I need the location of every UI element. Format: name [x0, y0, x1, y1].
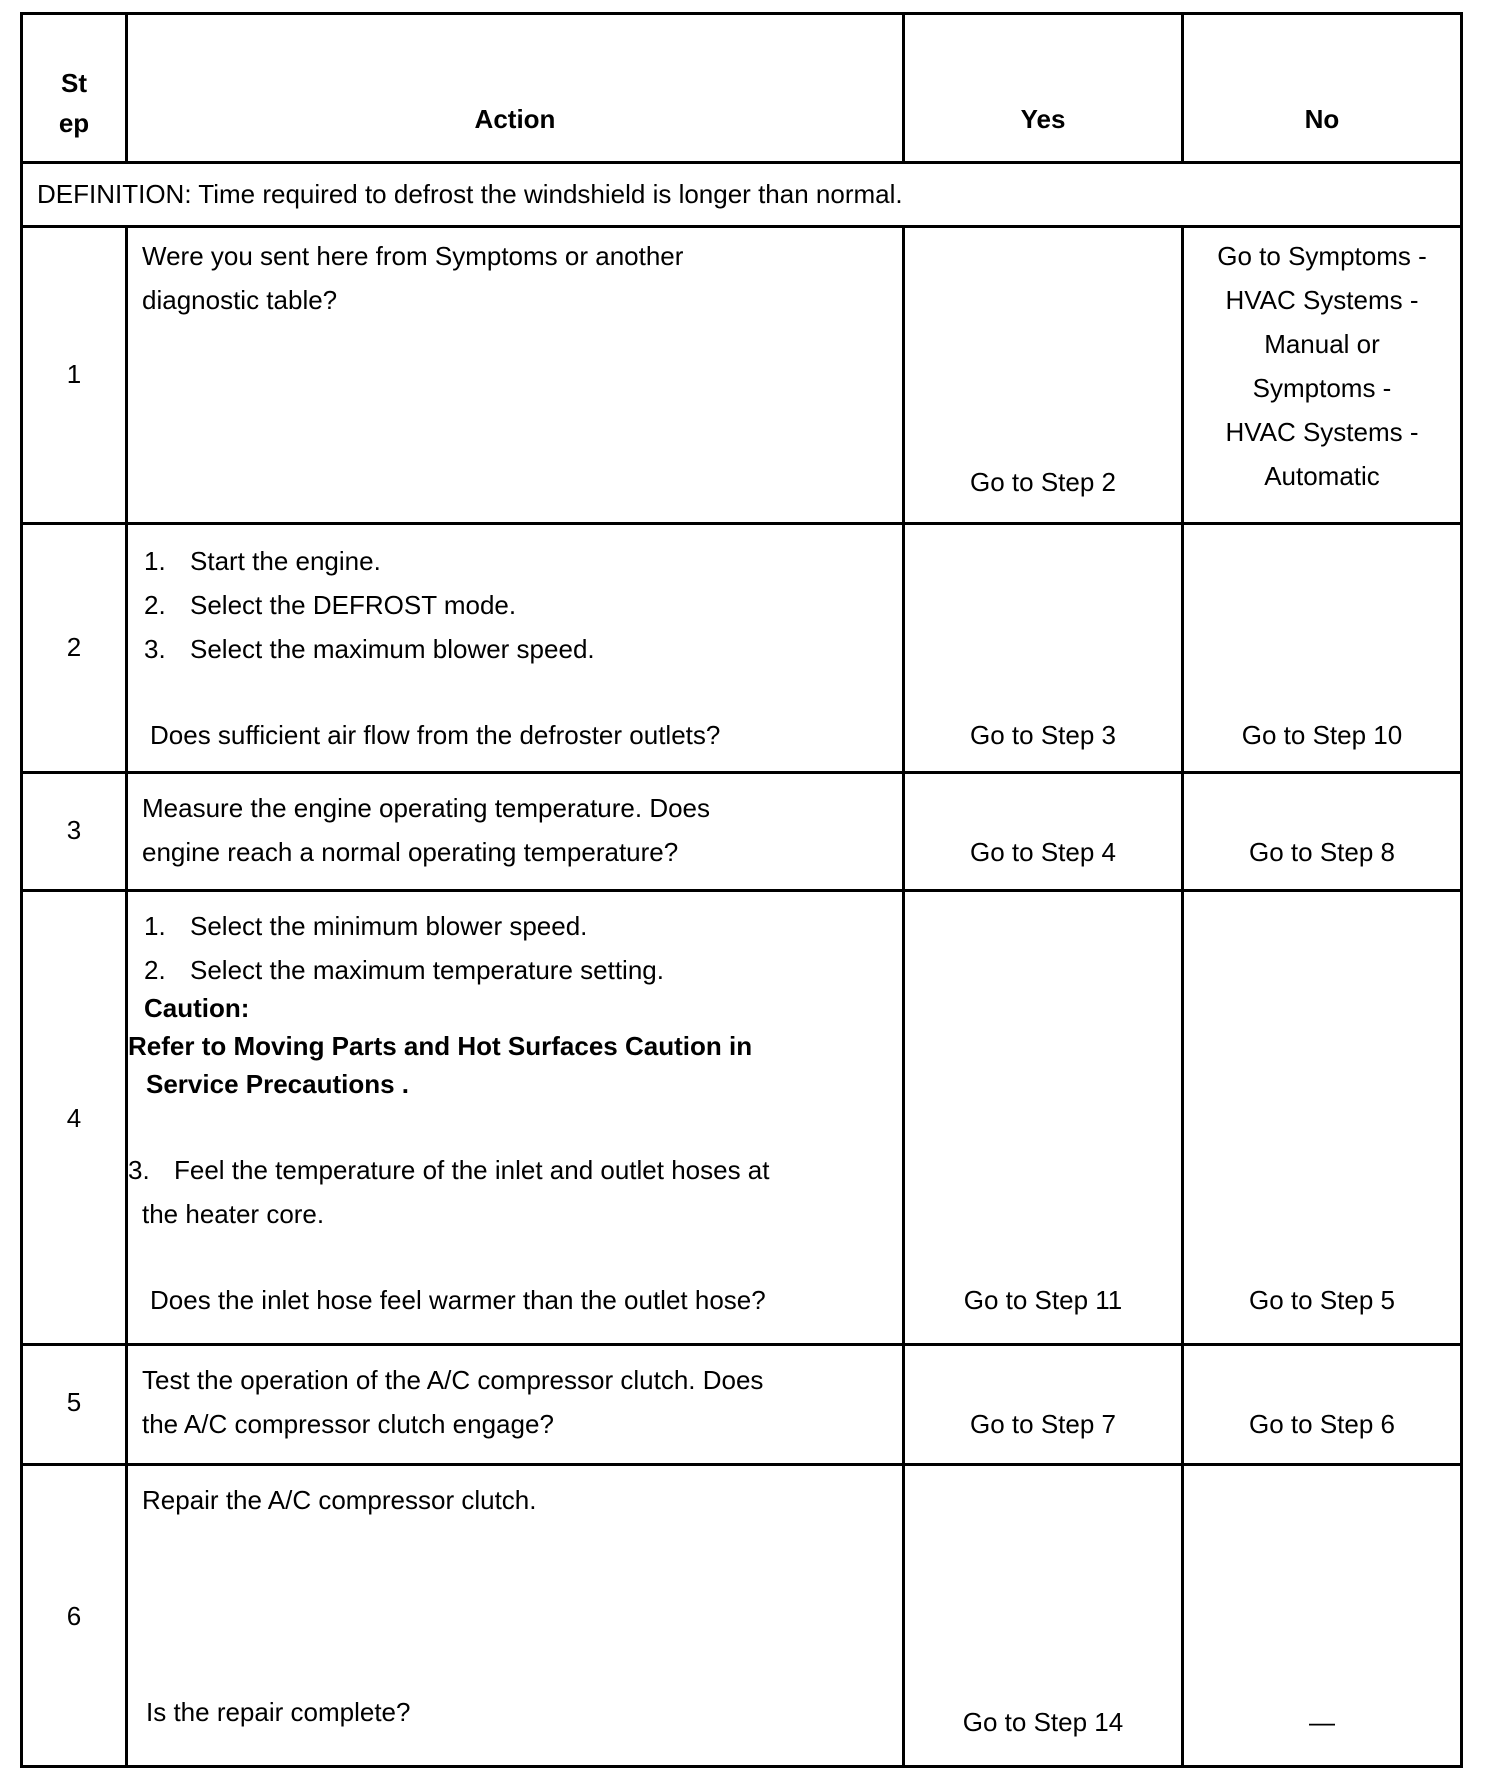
step-row-2	[23, 522, 1460, 771]
header-no-cell	[1181, 15, 1460, 161]
yes-cell	[902, 1466, 1181, 1765]
step-number: 6	[66, 1601, 82, 1631]
action-line: engine reach a normal operating temperature?	[142, 837, 679, 867]
no-link-line[interactable]: Go to Symptoms -	[1217, 241, 1427, 271]
step-cell	[23, 525, 125, 771]
no-link[interactable]: Go to Step 5	[1249, 1285, 1395, 1315]
step-row-1	[23, 225, 1460, 522]
step-cell	[23, 1346, 125, 1463]
definition-row	[23, 161, 1460, 225]
action-line: the A/C compressor clutch engage?	[142, 1409, 554, 1439]
no-cell	[1181, 892, 1460, 1343]
header-row	[23, 15, 1460, 161]
no-link-line[interactable]: HVAC Systems -	[1225, 417, 1419, 447]
step-row-3	[23, 771, 1460, 889]
no-link-line[interactable]: Symptoms -	[1252, 373, 1392, 403]
question-text: Does sufficient air flow from the defroster outlets?	[150, 720, 721, 750]
action-line: Measure the engine operating temperature. Does	[142, 793, 711, 823]
no-link[interactable]: Go to Step 10	[1241, 720, 1403, 750]
no-cell	[1181, 1466, 1460, 1765]
step-number: 5	[66, 1387, 82, 1417]
list-item: 3. Select the maximum blower speed.	[144, 634, 595, 664]
yes-link[interactable]: Go to Step 4	[970, 837, 1116, 867]
step-row-5	[23, 1343, 1460, 1463]
step-row-4	[23, 889, 1460, 1343]
yes-link[interactable]: Go to Step 3	[970, 720, 1116, 750]
yes-cell	[902, 228, 1181, 522]
yes-link[interactable]: Go to Step 7	[970, 1409, 1116, 1439]
no-link[interactable]: Go to Step 8	[1249, 837, 1395, 867]
step-cell	[23, 774, 125, 889]
no-dash: —	[1309, 1707, 1335, 1737]
question-text: Does the inlet hose feel warmer than the outlet hose?	[150, 1285, 766, 1315]
no-cell	[1181, 774, 1460, 889]
yes-cell	[902, 525, 1181, 771]
step-number: 4	[66, 1103, 82, 1133]
header-step-cell	[23, 15, 125, 161]
no-cell	[1181, 525, 1460, 771]
no-link-line[interactable]: Manual or	[1264, 329, 1380, 359]
header-yes-cell	[902, 15, 1181, 161]
header-yes-label: Yes	[1020, 104, 1066, 134]
caution-text: Refer to Moving Parts and Hot Surfaces Caution in	[128, 1031, 753, 1061]
action-cell	[125, 892, 902, 1343]
yes-cell	[902, 892, 1181, 1343]
caution-text: Service Precautions .	[146, 1069, 410, 1099]
question-text: Is the repair complete?	[146, 1697, 411, 1727]
list-item: 1. Start the engine.	[144, 546, 381, 576]
action-line: diagnostic table?	[142, 285, 338, 315]
list-item: 3. Feel the temperature of the inlet and outlet hoses at	[128, 1155, 770, 1185]
no-link-line[interactable]: Automatic	[1264, 461, 1380, 491]
yes-cell	[902, 1346, 1181, 1463]
diagnostic-table	[20, 12, 1463, 1768]
action-cell	[125, 774, 902, 889]
step-row-6	[23, 1463, 1460, 1765]
header-step-label: St ep	[58, 68, 90, 138]
action-line: Repair the A/C compressor clutch.	[142, 1485, 537, 1515]
no-cell	[1181, 228, 1460, 522]
list-item: 2. Select the maximum temperature setting.	[144, 955, 664, 985]
action-cell	[125, 228, 902, 522]
caution-label: Caution:	[144, 993, 250, 1023]
list-item-continued: the heater core.	[142, 1199, 325, 1229]
step-cell	[23, 228, 125, 522]
action-cell	[125, 1346, 902, 1463]
action-cell	[125, 1466, 902, 1765]
definition-text: DEFINITION: Time required to defrost the windshield is longer than normal.	[37, 179, 903, 209]
header-action-cell	[125, 15, 902, 161]
list-item: 2. Select the DEFROST mode.	[144, 590, 517, 620]
action-line: Were you sent here from Symptoms or another	[142, 241, 684, 271]
yes-link[interactable]: Go to Step 11	[963, 1285, 1123, 1315]
step-cell	[23, 892, 125, 1343]
step-cell	[23, 1466, 125, 1765]
header-no-label: No	[1304, 104, 1340, 134]
action-line: Test the operation of the A/C compressor clutch. Does	[142, 1365, 764, 1395]
no-cell	[1181, 1346, 1460, 1463]
yes-link[interactable]: Go to Step 2	[970, 467, 1116, 497]
step-number: 1	[66, 359, 82, 389]
list-item: 1. Select the minimum blower speed.	[144, 911, 588, 941]
yes-link[interactable]: Go to Step 14	[962, 1707, 1124, 1737]
yes-cell	[902, 774, 1181, 889]
step-number: 3	[66, 815, 82, 845]
no-link[interactable]: Go to Step 6	[1249, 1409, 1395, 1439]
action-cell	[125, 525, 902, 771]
no-link-line[interactable]: HVAC Systems -	[1225, 285, 1419, 315]
step-number: 2	[66, 632, 82, 662]
header-action-label: Action	[474, 104, 556, 134]
